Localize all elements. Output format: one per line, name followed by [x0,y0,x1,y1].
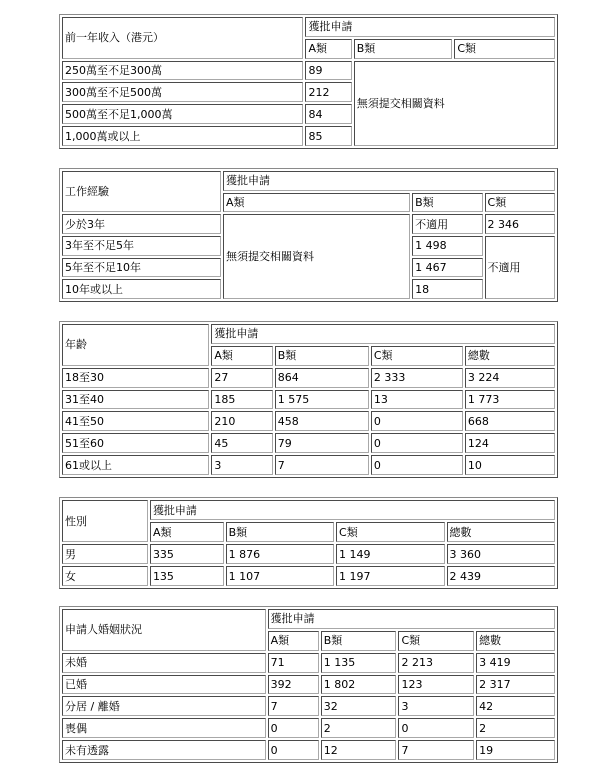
cell-a: 135 [150,566,224,586]
age-header: 年齡 [62,324,209,366]
cell-c: 7 [398,740,474,760]
marital-header: 申請人婚姻狀況 [62,609,266,651]
cell-b: 864 [275,368,369,388]
table-row [62,214,555,234]
table-row [62,411,555,431]
marital-class-b: B類 [321,631,397,651]
age-class-c: C類 [371,346,463,366]
row-label: 41至50 [62,411,209,431]
experience-class-b: B類 [412,193,482,213]
table-row [62,368,555,388]
cell-c: 2 213 [398,653,474,673]
cell-c: 2 346 [485,214,555,234]
cell-a: 3 [211,455,272,475]
cell-c: 0 [371,411,463,431]
cell-a: 84 [305,104,351,124]
experience-header: 工作經驗 [62,171,221,212]
table-row [62,675,555,695]
row-label: 300萬至不足500萬 [62,82,303,102]
cell-a: 45 [211,433,272,453]
cell-c: 1 197 [336,566,444,586]
cell-b: 458 [275,411,369,431]
age-class-b: B類 [275,346,369,366]
cell-b: 1 575 [275,390,369,410]
row-label: 未婚 [62,653,266,673]
cell-c: 3 [398,696,474,716]
row-label: 18至30 [62,368,209,388]
experience-note-a: 無須提交相關資料 [223,214,410,299]
age-table [59,321,558,478]
table-row [62,740,555,760]
experience-approved-header: 獲批申請 [223,171,555,191]
row-label: 分居 / 離婚 [62,696,266,716]
row-label: 51至60 [62,433,209,453]
row-label: 女 [62,566,148,586]
cell-total: 2 [476,718,555,738]
cell-total: 3 419 [476,653,555,673]
cell-total: 2 439 [447,566,556,586]
table-row [62,566,555,586]
income-table [59,14,558,149]
row-label: 3年至不足5年 [62,236,221,256]
cell-a: 185 [211,390,272,410]
age-total: 總數 [465,346,555,366]
gender-class-b: B類 [226,522,334,542]
cell-a: 0 [268,740,319,760]
cell-total: 3 224 [465,368,555,388]
cell-c: 2 333 [371,368,463,388]
cell-c: 13 [371,390,463,410]
cell-b: 7 [275,455,369,475]
cell-b: 32 [321,696,397,716]
row-label: 喪偶 [62,718,266,738]
cell-total: 2 317 [476,675,555,695]
cell-b: 1 467 [412,258,482,278]
cell-b: 2 [321,718,397,738]
cell-b: 1 802 [321,675,397,695]
row-label: 10年或以上 [62,279,221,299]
marital-class-c: C類 [398,631,474,651]
marital-total: 總數 [476,631,555,651]
cell-total: 3 360 [447,544,556,564]
table-row [62,455,555,475]
gender-header: 性別 [62,500,148,542]
cell-a: 210 [211,411,272,431]
experience-note-c: 不適用 [485,236,555,299]
experience-class-c: C類 [485,193,555,213]
cell-a: 392 [268,675,319,695]
gender-total: 總數 [447,522,556,542]
marital-class-a: A類 [268,631,319,651]
age-class-a: A類 [211,346,272,366]
cell-a: 27 [211,368,272,388]
cell-a: 0 [268,718,319,738]
table-row [62,718,555,738]
row-label: 5年至不足10年 [62,258,221,278]
table-row [62,696,555,716]
table-row [62,433,555,453]
gender-approved-header: 獲批申請 [150,500,555,520]
cell-c: 0 [398,718,474,738]
gender-class-a: A類 [150,522,224,542]
row-label: 已婚 [62,675,266,695]
cell-b: 79 [275,433,369,453]
cell-c: 1 149 [336,544,444,564]
cell-a: 89 [305,61,351,81]
income-class-a: A類 [305,39,351,59]
cell-b: 1 107 [226,566,334,586]
income-note: 無須提交相關資料 [354,61,555,146]
row-label: 1,000萬或以上 [62,126,303,146]
row-label: 500萬至不足1,000萬 [62,104,303,124]
cell-b: 不適用 [412,214,482,234]
experience-class-a: A類 [223,193,410,213]
row-label: 男 [62,544,148,564]
cell-b: 12 [321,740,397,760]
cell-b: 1 876 [226,544,334,564]
gender-table [59,497,558,589]
table-row [62,544,555,564]
cell-total: 10 [465,455,555,475]
gender-class-c: C類 [336,522,444,542]
cell-a: 7 [268,696,319,716]
marital-approved-header: 獲批申請 [268,609,555,629]
table-row [62,61,555,81]
row-label: 61或以上 [62,455,209,475]
row-label: 31至40 [62,390,209,410]
table-row [62,653,555,673]
cell-total: 42 [476,696,555,716]
cell-b: 1 135 [321,653,397,673]
row-label: 少於3年 [62,214,221,234]
income-header: 前一年收入（港元） [62,17,303,59]
cell-a: 85 [305,126,351,146]
cell-total: 124 [465,433,555,453]
cell-total: 668 [465,411,555,431]
cell-b: 1 498 [412,236,482,256]
experience-table [59,168,558,302]
row-label: 未有透露 [62,740,266,760]
cell-c: 0 [371,455,463,475]
income-class-b: B類 [354,39,453,59]
marital-table [59,606,558,763]
cell-a: 212 [305,82,351,102]
cell-total: 1 773 [465,390,555,410]
cell-c: 0 [371,433,463,453]
row-label: 250萬至不足300萬 [62,61,303,81]
cell-total: 19 [476,740,555,760]
cell-a: 335 [150,544,224,564]
cell-c: 123 [398,675,474,695]
income-approved-header: 獲批申請 [305,17,555,37]
table-row [62,390,555,410]
income-class-c: C類 [454,39,555,59]
cell-a: 71 [268,653,319,673]
cell-b: 18 [412,279,482,299]
age-approved-header: 獲批申請 [211,324,555,344]
